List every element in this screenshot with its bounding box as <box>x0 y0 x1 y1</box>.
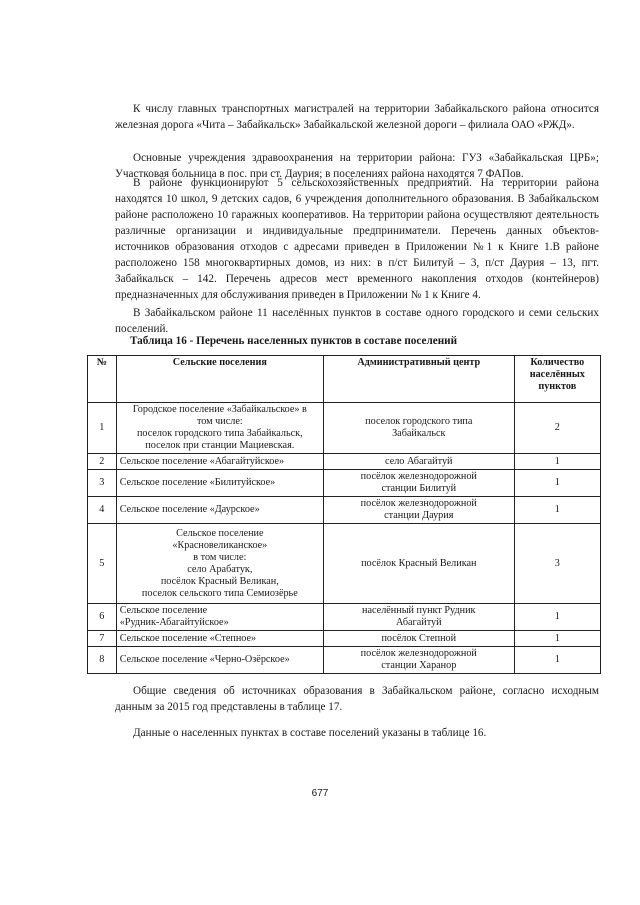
row-settlement <box>116 647 323 674</box>
settlement-line: поселок сельского типа Семиозёрье <box>141 587 298 599</box>
row-settlement <box>116 403 323 454</box>
row-settlement <box>116 470 323 497</box>
admin-center-line: станции Билитуй <box>381 483 457 494</box>
settlement-line: Сельское поселение «Черно-Озёрское» <box>119 654 290 665</box>
row-admin-center <box>323 403 514 454</box>
row-number: 3 <box>88 470 117 497</box>
admin-center-line: посёлок Степной <box>381 632 457 644</box>
row-number: 5 <box>88 524 117 604</box>
settlement-line: Городское поселение «Забайкальское» в <box>132 404 307 415</box>
row-number: 8 <box>88 647 117 674</box>
admin-center-line: село Абагайтуй <box>385 455 453 467</box>
row-settlement <box>116 454 323 470</box>
row-settlement <box>116 524 323 604</box>
row-admin-center <box>323 631 514 647</box>
row-count: 1 <box>514 647 600 674</box>
table-row <box>88 524 601 604</box>
row-count: 1 <box>514 631 600 647</box>
row-count: 1 <box>514 604 600 631</box>
admin-center-line: Абагайтуй <box>396 617 442 628</box>
admin-center-line: посёлок железнодорожной <box>360 498 477 509</box>
paragraph-sources: Общие сведения об источниках образования в Забайкальском районе, согласно исходным данным за 2015 год представлены в таблице 17. <box>115 685 599 713</box>
admin-center-line: посёлок Красный Великан <box>361 557 477 569</box>
admin-center-line: посёлок железнодорожной <box>360 471 477 482</box>
admin-center-line: станции Харанор <box>381 660 457 671</box>
paragraph-settlements: В Забайкальском районе 11 населённых пунктов в составе одного городского и семи сельских поселений. <box>115 307 599 335</box>
row-count: 1 <box>514 497 600 524</box>
row-number: 6 <box>88 604 117 631</box>
header-admin-center: Административный центр <box>323 356 514 403</box>
settlement-line: поселок при станции Мациевская. <box>145 440 295 451</box>
admin-center-line: населённый пункт Рудник <box>362 605 476 616</box>
paragraph-transport: К числу главных транспортных магистралей на территории Забайкальского района относится железная дорога «Чита – Забайкальск» Забайкальской железной дороги – филиала ОАО «РЖД». <box>115 103 599 131</box>
settlement-line: Сельское поселение <box>176 527 264 539</box>
admin-center-line: поселок городского типа <box>365 416 473 427</box>
page-number: 677 <box>311 788 329 799</box>
paragraph-healthcare: Основные учреждения здравоохранения на территории района: ГУЗ «Забайкальская ЦРБ»; Участковая больница в пос. при ст. Даурия; в поселениях района находятся 7 ФАПов. <box>115 152 599 180</box>
settlement-line: том числе: <box>196 416 243 427</box>
row-count: 1 <box>514 454 600 470</box>
row-number: 2 <box>88 454 117 470</box>
settlement-line: посёлок Красный Великан, <box>160 575 279 587</box>
row-number: 1 <box>88 403 117 454</box>
settlement-line: «Красновеликанское» <box>172 539 268 551</box>
settlement-line: Сельское поселение «Степное» <box>119 632 257 644</box>
row-count: 1 <box>514 470 600 497</box>
header-number: № <box>88 356 117 403</box>
row-settlement <box>116 604 323 631</box>
table-header-row <box>88 356 601 403</box>
header-count: Количество населённых пунктов <box>514 356 600 403</box>
table-row <box>88 470 601 497</box>
row-count: 2 <box>514 403 600 454</box>
row-admin-center <box>323 604 514 631</box>
row-settlement <box>116 497 323 524</box>
row-number: 7 <box>88 631 117 647</box>
table-row <box>88 631 601 647</box>
row-count: 3 <box>514 524 600 604</box>
paragraph-table-reference: Данные о населенных пунктах в составе поселений указаны в таблице 16. <box>133 727 487 739</box>
settlement-line: в том числе: <box>193 551 247 563</box>
row-admin-center <box>323 647 514 674</box>
table-row <box>88 497 601 524</box>
settlement-line: Сельское поселение «Билитуйское» <box>119 477 276 488</box>
settlement-line: Сельское поселение «Абагайтуйское» <box>119 455 285 467</box>
admin-center-line: станции Даурия <box>384 510 454 521</box>
settlement-line: село Арабатук, <box>187 563 253 575</box>
table-row <box>88 604 601 631</box>
table-row <box>88 454 601 470</box>
row-admin-center <box>323 497 514 524</box>
settlement-line: Сельское поселение <box>119 605 208 616</box>
settlement-line: Сельское поселение «Даурское» <box>119 504 260 515</box>
row-admin-center <box>323 454 514 470</box>
row-settlement <box>116 631 323 647</box>
row-number: 4 <box>88 497 117 524</box>
header-settlements: Сельские поселения <box>116 356 323 403</box>
settlements-table <box>87 355 601 674</box>
settlement-line: поселок городского типа Забайкальск, <box>136 428 303 439</box>
table-caption: Таблица 16 - Перечень населенных пунктов в составе поселений <box>130 335 458 347</box>
paragraph-enterprises: В районе функционируют 5 сельскохозяйственных предприятий. На территории района находятся 10 школ, 9 детских садов, 6 учреждения дополнительного образования. В Забайкальском районе расположено 10 гаражных кооперативов. На территории района осуществляют деятельность различные организации и индивидуальные предприниматели. Перечень данных объектов-источников образования отходов с адресами приведен в Приложении №1 к Книге 1.В районе расположено 158 многоквартирных домов, из них: в п/ст Билитуй – 3, п/ст Даурия – 13, пгт. Забайкальск – 142. Перечень адресов мест временного накопления отходов (контейнеров) предназначенных для обслуживания приведен в Приложении № 1 к Книге 4. <box>115 177 599 301</box>
row-admin-center <box>323 470 514 497</box>
settlement-line: «Рудник-Абагайтуйское» <box>119 617 229 628</box>
table-row <box>88 403 601 454</box>
admin-center-line: посёлок железнодорожной <box>360 648 477 659</box>
admin-center-line: Забайкальск <box>392 428 446 439</box>
table-row <box>88 647 601 674</box>
row-admin-center <box>323 524 514 604</box>
